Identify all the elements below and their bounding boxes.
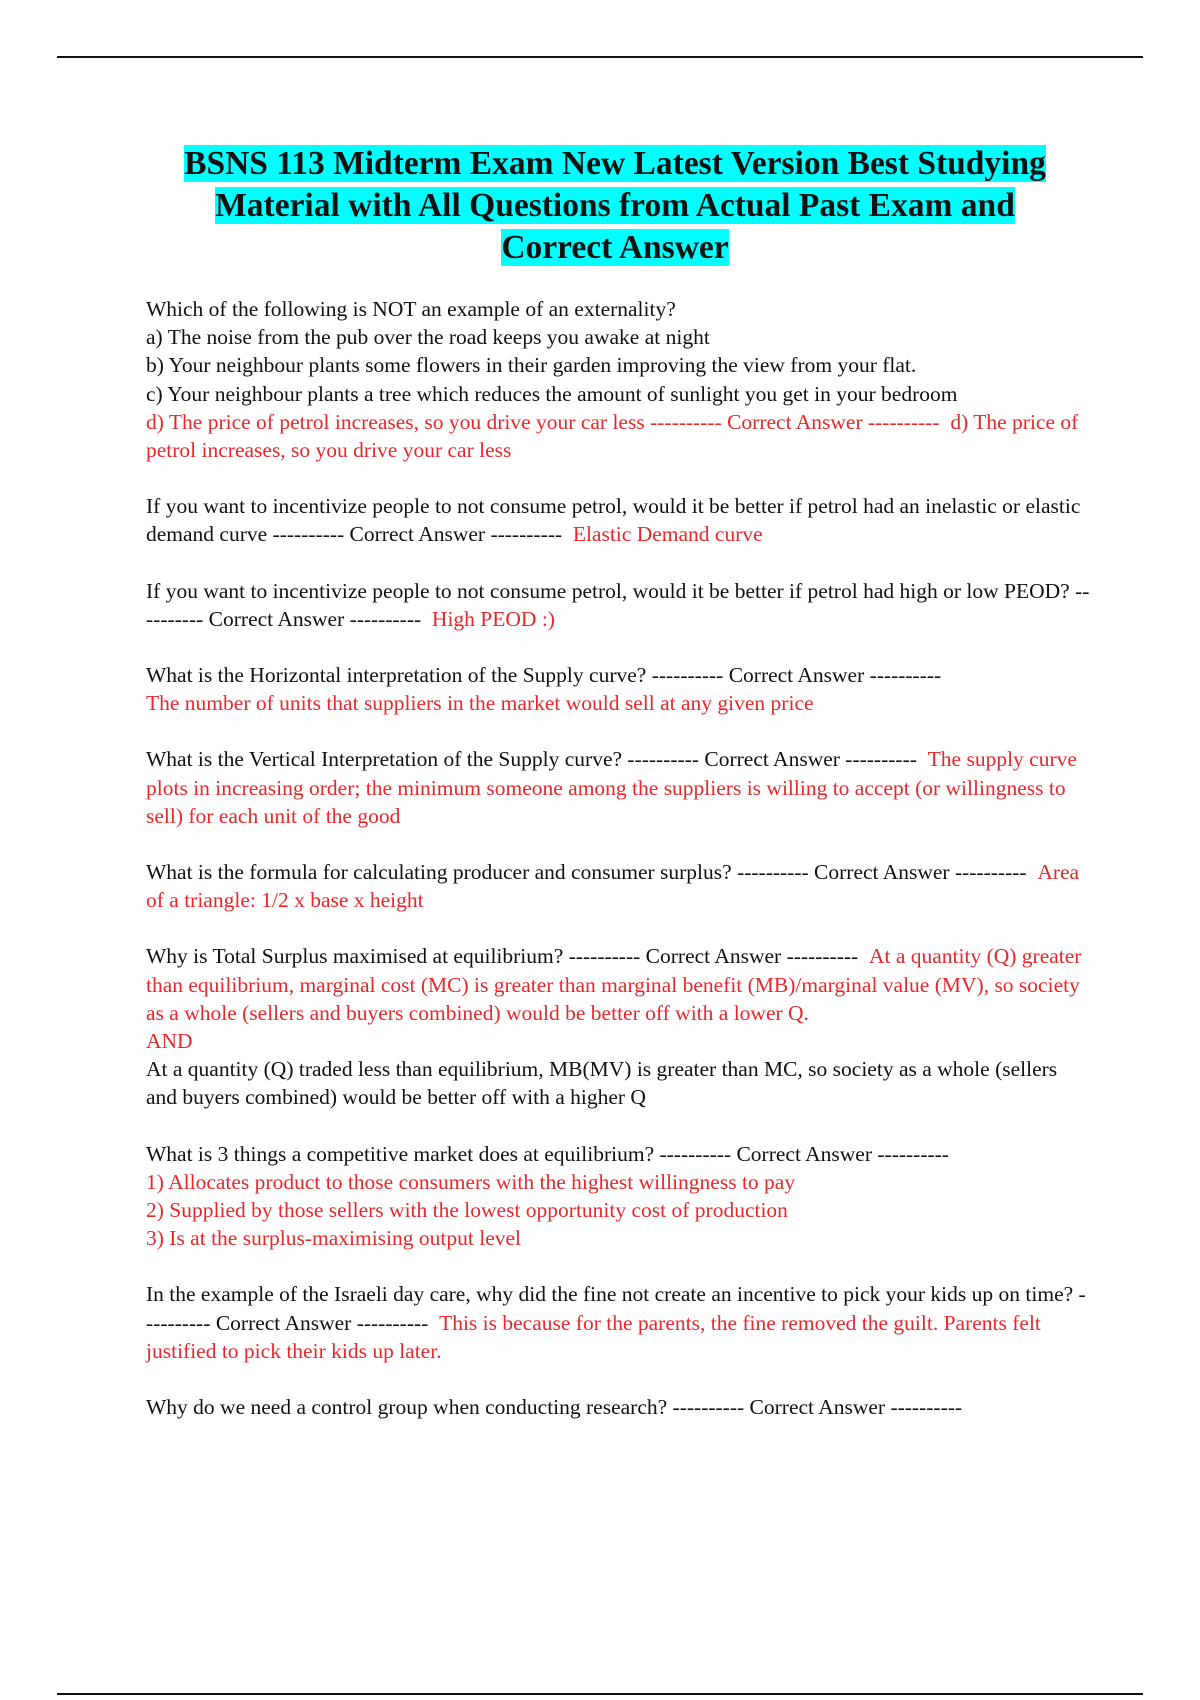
correct-answer-label: Correct Answer	[645, 944, 782, 969]
correct-answer-label: Correct Answer	[215, 1310, 352, 1335]
correct-answer-label: Correct Answer	[749, 1395, 886, 1420]
separator: ----------	[356, 1310, 429, 1335]
separator: ----------	[869, 663, 942, 688]
option-d: d) The price of petrol increases, so you drive your car less	[146, 409, 645, 434]
answer-text: Elastic Demand curve	[572, 522, 763, 547]
document-body	[146, 295, 1091, 1449]
separator: ----------	[146, 1282, 1086, 1335]
title-line-1: BSNS 113 Midterm Exam New Latest Version Best Studying	[184, 145, 1046, 182]
title-line-3: Correct Answer	[501, 229, 729, 266]
option-a: a) The noise from the pub over the road keeps you awake at night	[146, 325, 710, 350]
qa-block-6	[146, 858, 1091, 914]
question-text: What is the Horizontal interpretation of the Supply curve?	[146, 663, 647, 688]
answer-text: The supply curve plots in increasing order; the minimum someone among the suppliers is willing to accept (or willingness to sell) for each unit of the good	[146, 747, 1077, 828]
answer-text: At a quantity (Q) greater than equilibrium, marginal cost (MC) is greater than marginal benefit (MB)/marginal value (MV), so society as a whole (sellers and buyers combined) would be better off with a lower Q.	[146, 944, 1082, 1025]
correct-answer-label: Correct Answer	[349, 522, 486, 547]
correct-answer-label: Correct Answer	[727, 409, 863, 434]
top-rule	[57, 56, 1143, 58]
question-text: If you want to incentivize people to not consume petrol, would it be better if petrol had an inelastic or elastic demand curve	[146, 494, 1081, 547]
answer-item-2: 2) Supplied by those sellers with the lowest opportunity cost of production	[146, 1198, 788, 1223]
question-text: What is the formula for calculating producer and consumer surplus?	[146, 860, 732, 885]
separator: ----------	[867, 409, 940, 434]
question-text: Why is Total Surplus maximised at equilibrium?	[146, 944, 564, 969]
correct-answer-label: Correct Answer	[704, 747, 840, 772]
option-c: c) Your neighbour plants a tree which reduces the amount of sunlight you get in your bedroom	[146, 381, 958, 406]
answer-text: High PEOD :)	[431, 606, 555, 631]
correct-answer-label: Correct Answer	[208, 606, 345, 631]
followup-text: At a quantity (Q) traded less than equilibrium, MB(MV) is greater than MC, so society as a whole (sellers and buyers combined) would be better off with a higher Q	[146, 1057, 1058, 1110]
separator: ----------	[650, 409, 722, 434]
correct-answer-label: Correct Answer	[728, 663, 865, 688]
question-text: If you want to incentivize people to not consume petrol, would it be better if petrol had high or low PEOD?	[146, 578, 1070, 603]
separator: ----------	[845, 747, 917, 772]
and-label: AND	[146, 1029, 193, 1054]
separator: ----------	[786, 944, 859, 969]
answer-text: This is because for the parents, the fine removed the guilt. Parents felt justified to pick their kids up later.	[146, 1310, 1041, 1363]
separator: ----------	[877, 1141, 949, 1166]
separator: ----------	[568, 944, 641, 969]
qa-block-3	[146, 577, 1091, 633]
qa-block-9	[146, 1280, 1091, 1365]
qa-block-2	[146, 492, 1091, 548]
answer-item-1: 1) Allocates product to those consumers with the highest willingness to pay	[146, 1169, 796, 1194]
qa-block-4	[146, 661, 1091, 717]
qa-block-5	[146, 745, 1091, 830]
qa-block-10	[146, 1393, 1091, 1421]
question-text: Why do we need a control group when conducting research?	[146, 1395, 668, 1420]
separator: ----------	[737, 860, 809, 885]
qa-block-7	[146, 942, 1091, 1111]
separator: ----------	[272, 522, 345, 547]
bottom-rule	[57, 1693, 1143, 1695]
question-text: Which of the following is NOT an example of an externality?	[146, 297, 676, 321]
separator: ----------	[659, 1141, 732, 1166]
separator: ----------	[349, 606, 422, 631]
option-b: b) Your neighbour plants some flowers in their garden improving the view from your flat.	[146, 353, 917, 378]
separator: ----------	[954, 860, 1027, 885]
document-title	[140, 143, 1090, 269]
separator: ----------	[890, 1395, 963, 1420]
answer-text: The number of units that suppliers in the market would sell at any given price	[146, 691, 814, 716]
separator: ----------	[146, 578, 1090, 631]
question-text: What is 3 things a competitive market does at equilibrium?	[146, 1141, 655, 1166]
separator: ----------	[651, 663, 724, 688]
title-line-2: Material with All Questions from Actual Past Exam and	[215, 187, 1015, 224]
answer-text: d) The price of petrol increases, so you drive your car less	[146, 409, 1079, 463]
question-text: What is the Vertical Interpretation of the Supply curve?	[146, 747, 623, 772]
separator: ----------	[672, 1395, 745, 1420]
correct-answer-label: Correct Answer	[736, 1141, 872, 1166]
qa-block-8	[146, 1140, 1091, 1253]
qa-block-1	[146, 295, 1091, 464]
correct-answer-label: Correct Answer	[814, 860, 950, 885]
answer-item-3: 3) Is at the surplus-maximising output level	[146, 1226, 522, 1251]
separator: ----------	[627, 747, 700, 772]
answer-text: Area of a triangle: 1/2 x base x height	[146, 860, 1080, 913]
separator: ----------	[490, 522, 563, 547]
question-text: In the example of the Israeli day care, why did the fine not create an incentive to pick your kids up on time?	[146, 1282, 1074, 1307]
